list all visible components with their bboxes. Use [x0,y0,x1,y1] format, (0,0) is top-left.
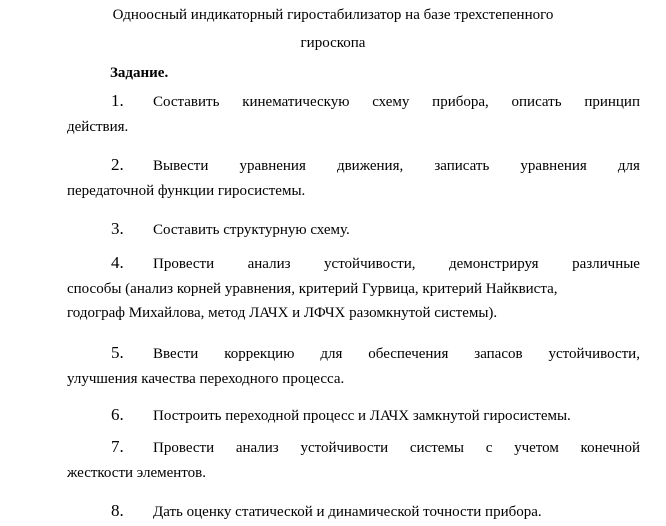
word: Составить [153,94,220,110]
word: различные [572,256,640,272]
task-item-text: Составить структурную схему. [153,222,350,238]
word: для [320,346,343,362]
task-item-number: 3. [111,219,124,238]
word: Ввести [153,346,199,362]
task-item-2 [67,154,640,200]
word: записать [434,158,490,174]
task-item-first-line [67,436,640,458]
word: конечной [580,440,640,456]
word: схему [372,94,410,110]
task-item-4 [67,252,640,322]
task-item-first-line [67,342,640,364]
task-item-first-line [67,90,640,112]
task-item-continuation: способы (анализ корней уравнения, критерий Гурвица, критерий Найквиста, [67,281,558,297]
word: прибора, [432,94,489,110]
word: Вывести [153,158,209,174]
word: устойчивости [300,440,389,456]
word: устойчивости, [324,256,416,272]
task-item-first-line [67,404,640,426]
task-item-number: 7. [111,437,124,456]
word: движения, [336,158,404,174]
task-item-number: 5. [111,343,124,362]
task-item-number: 8. [111,501,124,520]
task-item-number: 1. [111,91,124,110]
task-item-1 [67,90,640,136]
task-item-continuation: годограф Михайлова, метод ЛАЧХ и ЛФЧХ разомкнутой системы). [67,305,498,321]
word: кинематическую [242,94,350,110]
task-item-first-line [67,154,640,176]
task-item-5 [67,342,640,388]
word: учетом [514,440,559,456]
task-item-continuation: улучшения качества переходного процесса. [67,371,345,387]
task-item-3 [67,218,640,240]
word: для [617,158,640,174]
task-item-continuation: жесткости элементов. [67,465,206,481]
word: принцип [584,94,640,110]
word: демонстрируя [449,256,539,272]
task-item-7 [67,436,640,482]
task-item-text [153,253,640,275]
word: Провести [153,440,215,456]
word: коррекцию [224,346,295,362]
task-item-number: 2. [111,155,124,174]
word: устойчивости, [548,346,640,362]
task-item-text [153,155,640,177]
task-heading: Задание. [110,65,169,81]
word: Провести [153,256,215,272]
word: с [485,440,493,456]
document-title-line-2: гироскопа [300,35,366,51]
task-item-continuation: передаточной функции гиросистемы. [67,183,306,199]
task-item-8 [67,500,640,522]
word: обеспечения [368,346,449,362]
task-item-6 [67,404,640,426]
word: запасов [474,346,523,362]
task-item-text [153,343,640,365]
word: анализ [235,440,279,456]
word: уравнения [239,158,306,174]
task-item-text: Дать оценку статической и динамической точности прибора. [153,504,542,520]
word: системы [409,440,464,456]
task-item-first-line [67,218,640,240]
task-item-number: 6. [111,405,124,424]
task-item-continuation: действия. [67,119,129,135]
task-item-text: Построить переходной процесс и ЛАЧХ замкнутой гиросистемы. [153,408,571,424]
word: анализ [247,256,291,272]
task-item-first-line [67,500,640,522]
word: уравнения [520,158,587,174]
word: описать [511,94,562,110]
task-item-text [153,437,640,459]
task-item-text [153,91,640,113]
document-title-line-1: Одноосный индикаторный гиростабилизатор на базе трехстепенного [112,7,554,23]
task-item-number: 4. [111,253,124,272]
task-item-first-line [67,252,640,274]
